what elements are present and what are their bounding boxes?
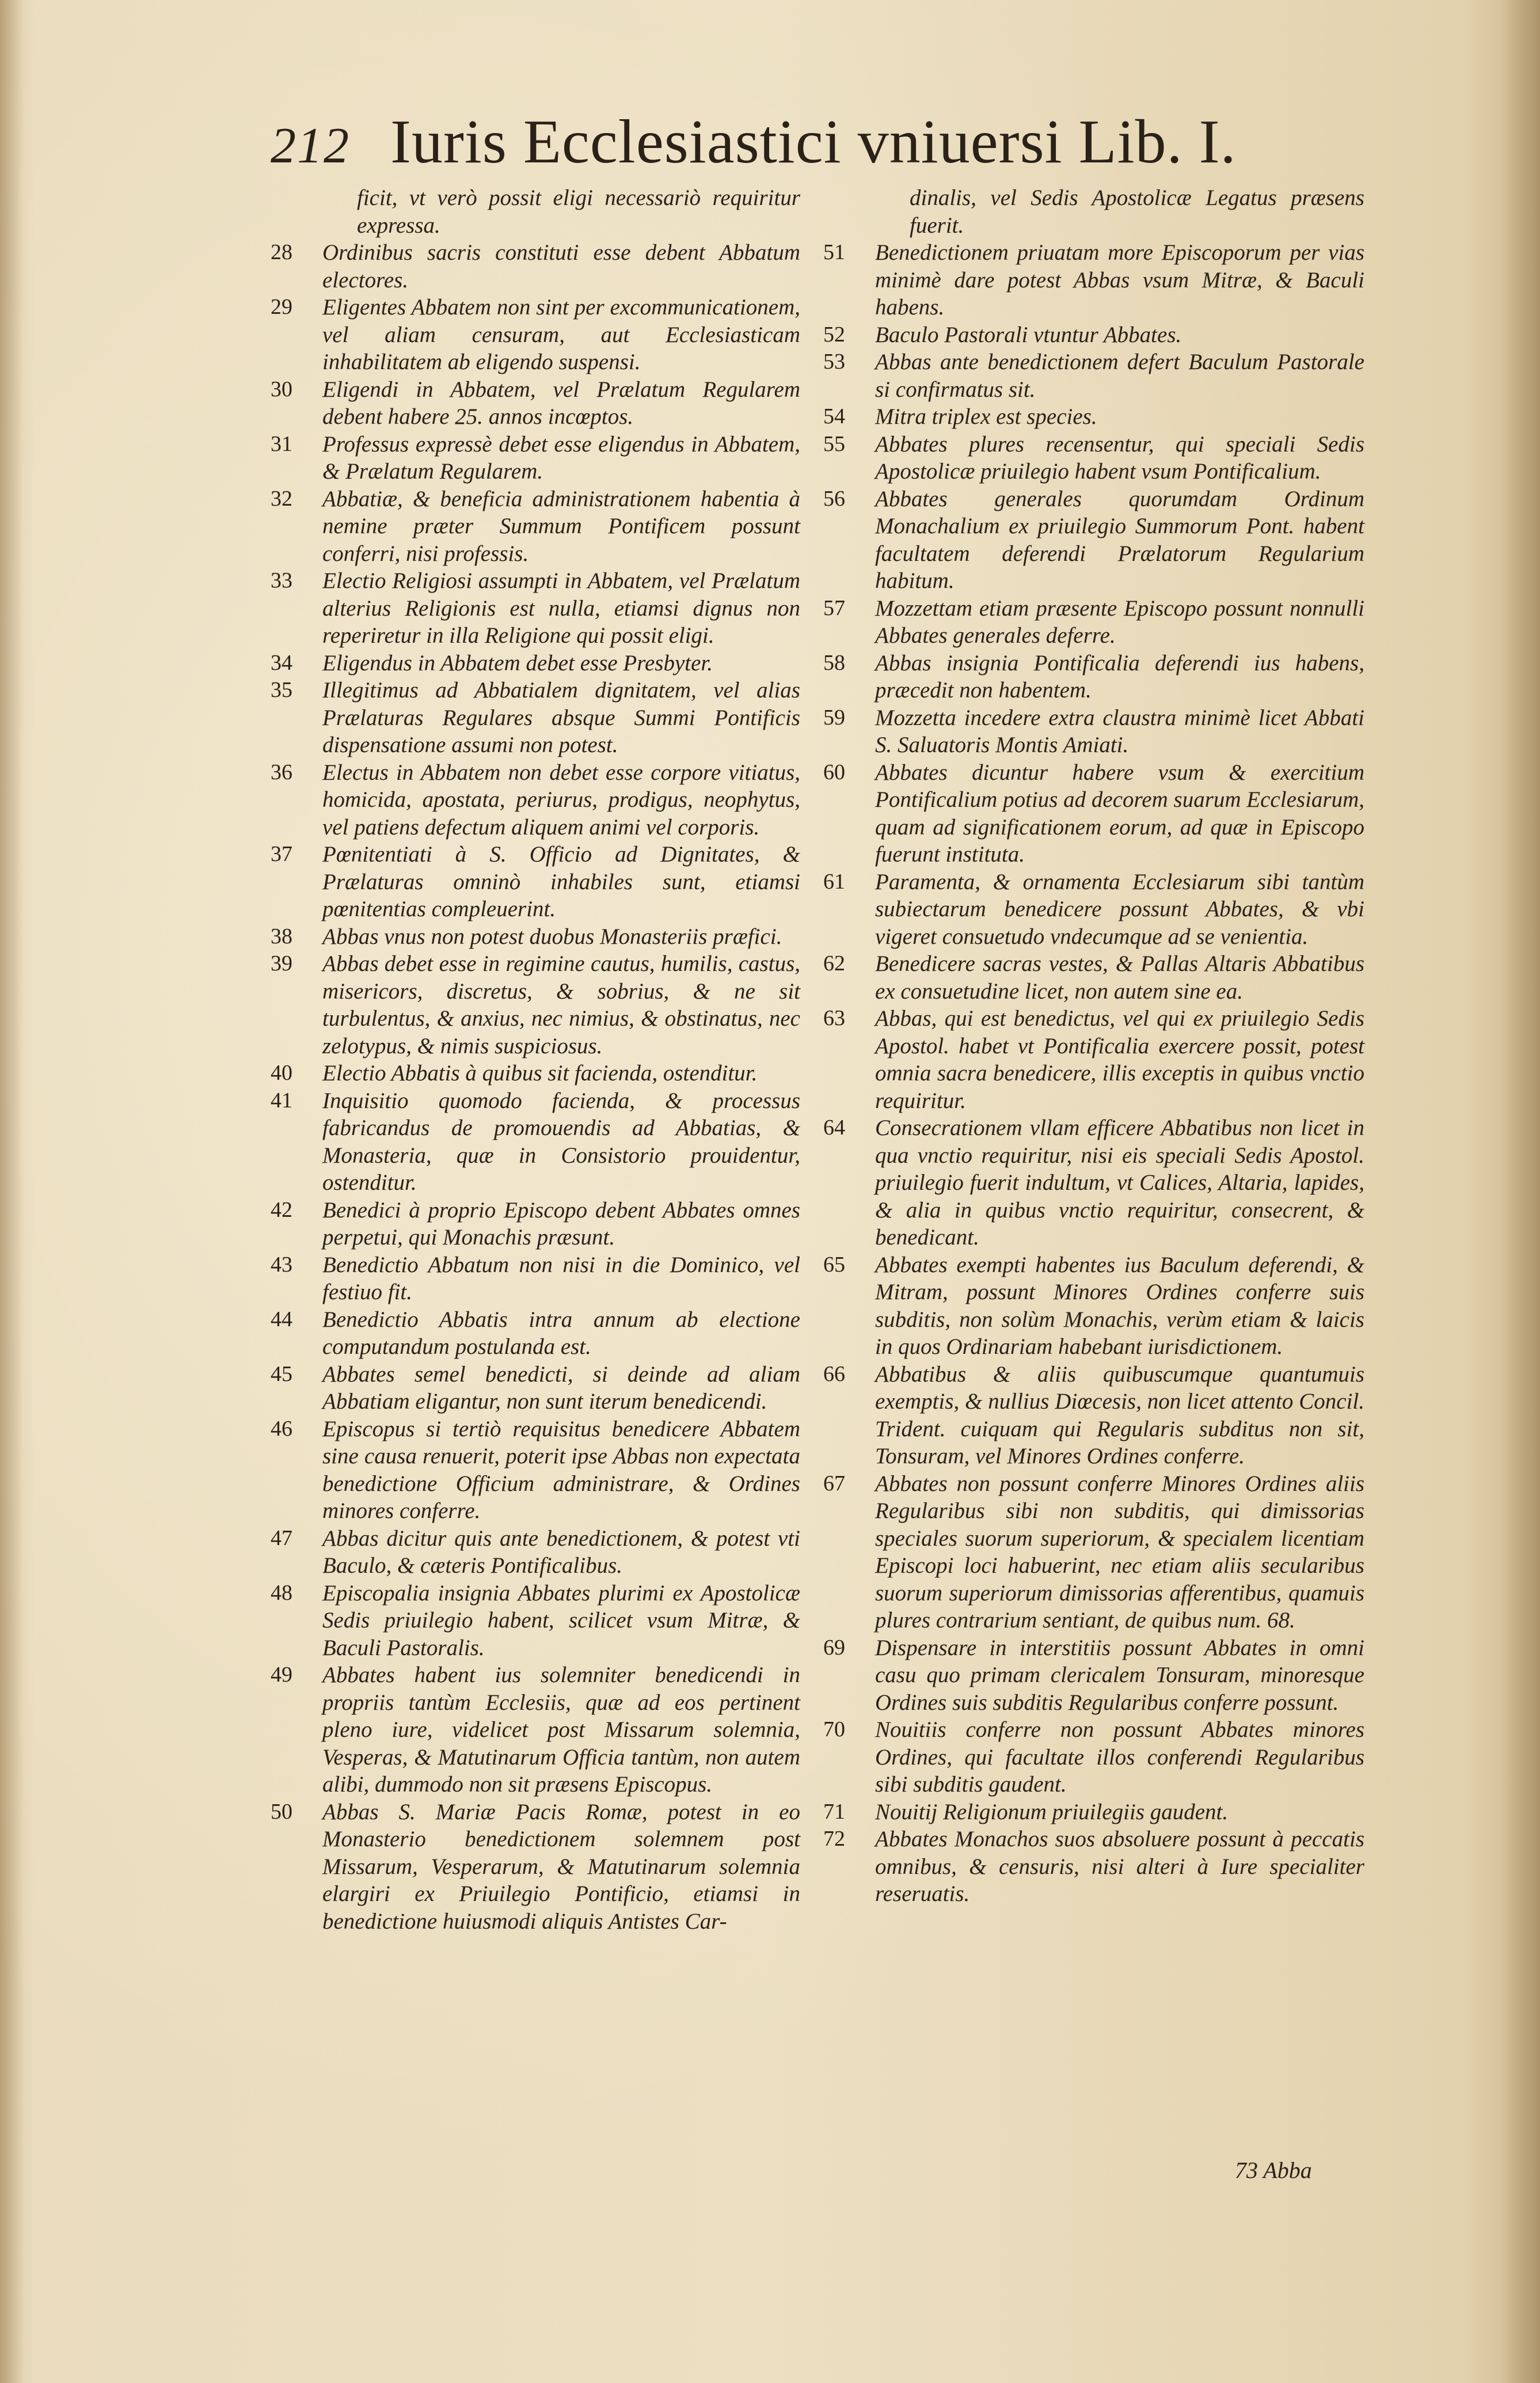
entry-text: Nouitij Religionum priuilegiis gaudent. bbox=[875, 1799, 1229, 1824]
entry-number: 69 bbox=[823, 1635, 845, 1660]
entry-number: 42 bbox=[271, 1197, 292, 1222]
entry-number: 38 bbox=[271, 924, 292, 948]
entry-text: Ordinibus sacris constituti esse debent Abbatum electores. bbox=[322, 240, 800, 293]
entry-text: Illegitimus ad Abbatialem dignitatem, vel alias Prælaturas Regulares absque Summi Pontificis dispensatione assumi non potest. bbox=[322, 678, 800, 757]
index-entry bbox=[271, 1060, 800, 1087]
entry-number: 33 bbox=[271, 568, 292, 593]
index-entry bbox=[823, 1470, 1364, 1634]
entry-number: 48 bbox=[271, 1580, 292, 1605]
entry-text: Abbates exempti habentes ius Baculum deferendi, & Mitram, possunt Minores Ordines conferre suis subditis, non solùm Monachis, verùm etiam & laicis in quos Ordinariam habebant iurisdictionem. bbox=[875, 1252, 1364, 1359]
entry-text: Abbates semel benedicti, si deinde ad aliam Abbatiam eligantur, non sunt iterum benedicendi. bbox=[322, 1361, 800, 1414]
entry-number: 36 bbox=[271, 760, 292, 784]
index-entry bbox=[271, 1251, 800, 1306]
index-entry bbox=[271, 184, 800, 239]
entry-text: Benedicere sacras vestes, & Pallas Altaris Abbatibus ex consuetudine licet, non autem sine ea. bbox=[875, 951, 1364, 1004]
entry-text: Benedictio Abbatum non nisi in die Dominico, vel festiuo fit. bbox=[322, 1252, 800, 1304]
entry-text: Dispensare in interstitiis possunt Abbates in omni casu quo primam clericalem Tonsuram, minoresque Ordines suis subditis Regularibus conferre possunt. bbox=[875, 1635, 1364, 1715]
entry-number: 51 bbox=[823, 240, 845, 264]
page-header bbox=[271, 107, 1364, 193]
index-entry bbox=[823, 485, 1364, 595]
entry-text: Eligentes Abbatem non sint per excommunicationem, vel aliam censuram, aut Ecclesiasticam inhabilitatem ab eligendo suspensi. bbox=[322, 295, 800, 374]
index-entry bbox=[271, 1197, 800, 1251]
index-entry bbox=[271, 677, 800, 759]
index-entry bbox=[271, 1525, 800, 1580]
index-entry bbox=[823, 403, 1364, 431]
entry-text: Abbates Monachos suos absoluere possunt à peccatis omnibus, & censuris, nisi alteri à Iure specialiter reseruatis. bbox=[875, 1827, 1364, 1906]
entry-number: 35 bbox=[271, 678, 292, 702]
entry-number: 67 bbox=[823, 1471, 845, 1496]
entry-number: 46 bbox=[271, 1416, 292, 1441]
entry-number: 57 bbox=[823, 595, 845, 620]
entry-text: Eligendus in Abbatem debet esse Presbyter. bbox=[322, 650, 713, 676]
index-entry bbox=[823, 431, 1364, 485]
entry-number: 32 bbox=[271, 486, 292, 511]
index-entry bbox=[823, 239, 1364, 321]
index-entry bbox=[271, 376, 800, 431]
index-entry bbox=[271, 1087, 800, 1197]
entry-number: 39 bbox=[271, 951, 292, 976]
entry-number: 63 bbox=[823, 1006, 845, 1030]
entry-number: 47 bbox=[271, 1526, 292, 1550]
index-entry bbox=[823, 650, 1364, 704]
entry-text: Mozzettam etiam præsente Episcopo possunt nonnulli Abbates generales deferre. bbox=[875, 595, 1364, 648]
entry-number: 49 bbox=[271, 1663, 292, 1687]
entry-number: 34 bbox=[271, 650, 292, 675]
entry-text: Benedictio Abbatis intra annum ab electione computandum postulanda est. bbox=[322, 1307, 800, 1359]
entry-number: 44 bbox=[271, 1307, 292, 1331]
index-entry bbox=[823, 1716, 1364, 1798]
index-entry bbox=[271, 650, 800, 677]
entry-number: 60 bbox=[823, 760, 845, 784]
index-entry bbox=[271, 294, 800, 376]
index-entry bbox=[823, 868, 1364, 951]
index-entry bbox=[823, 1114, 1364, 1251]
index-entry bbox=[271, 759, 800, 841]
entry-text: Electio Abbatis à quibus sit facienda, ostenditur. bbox=[322, 1061, 758, 1086]
entry-text: Mitra triplex est species. bbox=[875, 404, 1097, 429]
entry-number: 53 bbox=[823, 350, 845, 374]
entry-text: Abbatibus & aliis quibuscumque quantumuis exemptis, & nullius Diœcesis, non licet attento Concil. Trident. cuiquam qui Regularis subditus non sit, Tonsuram, vel Minores Ordines conferre. bbox=[875, 1361, 1364, 1468]
entry-text: Episcopus si tertiò requisitus benedicere Abbatem sine causa renuerit, poterit ipse Abbas non expectata benedictione Officium administrare, & Ordines minores conferre. bbox=[322, 1416, 800, 1523]
entry-number: 65 bbox=[823, 1252, 845, 1277]
entry-number: 58 bbox=[823, 650, 845, 675]
entry-text: Abbas debet esse in regimine cautus, humilis, castus, misericors, discretus, & sobrius, & ne sit turbulentus, & anxius, nec nimius, & obstinatus, nec zelotypus, & nimis suspiciosus. bbox=[322, 951, 800, 1058]
index-entry bbox=[271, 1361, 800, 1416]
entry-text: Abbatiæ, & beneficia administrationem habentia à nemine præter Summum Pontificem possunt conferri, nisi professis. bbox=[322, 486, 800, 566]
entry-text: Abbates plures recensentur, qui speciali Sedis Apostolicæ priuilegio habent vsum Pontificalium. bbox=[875, 431, 1364, 484]
index-entry bbox=[823, 1251, 1364, 1361]
index-entry bbox=[823, 321, 1364, 349]
entry-number: 72 bbox=[823, 1827, 845, 1851]
entry-number: 61 bbox=[823, 869, 845, 894]
entry-number: 70 bbox=[823, 1717, 845, 1741]
entry-text: Pœnitentiati à S. Officio ad Dignitates, & Prælaturas omninò inhabiles sunt, etiamsi pœnitentias compleuerint. bbox=[322, 842, 800, 921]
entry-text: Electus in Abbatem non debet esse corpore vitiatus, homicida, apostata, periurus, prodigus, neophytus, vel patiens defectum aliquem animi vel corporis. bbox=[322, 760, 800, 840]
page-edge-shadow bbox=[1500, 0, 1540, 2383]
index-entry bbox=[823, 348, 1364, 403]
entry-number: 50 bbox=[271, 1799, 292, 1824]
index-entry bbox=[271, 1306, 800, 1361]
index-entry bbox=[823, 1005, 1364, 1114]
entry-text: Baculo Pastorali vtuntur Abbates. bbox=[875, 322, 1182, 347]
index-entry bbox=[823, 595, 1364, 650]
left-column bbox=[271, 184, 800, 1935]
entry-text: Abbates non possunt conferre Minores Ordines aliis Regularibus sibi non subditis, qui dimissorias speciales suorum superiorum, & specialem licentiam Episcopi loci habuerint, nec etiam aliis secularibus suorum superiorum dimissorias afferentibus, quamuis plures contrarium sentiant, de quibus num. 68. bbox=[875, 1471, 1364, 1633]
index-entry bbox=[823, 759, 1364, 868]
entry-text: Abbates dicuntur habere vsum & exercitium Pontificalium potius ad decorem suarum Ecclesiarum, quam ad significationem eorum, ad quæ in Episcopo fuerunt instituta. bbox=[875, 760, 1364, 867]
entry-number: 66 bbox=[823, 1361, 845, 1386]
index-entry bbox=[271, 950, 800, 1060]
entry-number: 59 bbox=[823, 705, 845, 730]
entry-text: Mozzetta incedere extra claustra minimè licet Abbati S. Saluatoris Montis Amiati. bbox=[875, 705, 1364, 757]
entry-text: Benedici à proprio Episcopo debent Abbates omnes perpetui, qui Monachis præsunt. bbox=[322, 1197, 800, 1250]
entry-number: 64 bbox=[823, 1115, 845, 1140]
index-entry bbox=[271, 485, 800, 568]
index-entry bbox=[823, 1634, 1364, 1717]
index-entry bbox=[271, 1798, 800, 1936]
index-entry bbox=[271, 431, 800, 485]
entry-number: 30 bbox=[271, 377, 292, 401]
entry-number: 56 bbox=[823, 486, 845, 511]
page-number: 212 bbox=[271, 118, 350, 174]
entry-text: Inquisitio quomodo facienda, & processus fabricandus de promouendis ad Abbatias, & Monasteria, quæ in Consistorio prouidentur, ostenditur. bbox=[322, 1088, 800, 1195]
entry-text: Abbas, qui est benedictus, vel qui ex priuilegio Sedis Apostol. habet vt Pontificalia exercere possit, potest omnia sacra benedicere, illis exceptis in quibus vnctio requiritur. bbox=[875, 1006, 1364, 1113]
index-entry bbox=[271, 841, 800, 923]
index-entry bbox=[823, 704, 1364, 759]
entry-number: 43 bbox=[271, 1252, 292, 1277]
index-entry bbox=[823, 1798, 1364, 1826]
entry-number: 71 bbox=[823, 1799, 845, 1824]
entry-text: Nouitiis conferre non possunt Abbates minores Ordines, qui facultate illos conferendi Regularibus sibi subditis gaudent. bbox=[875, 1717, 1364, 1797]
entry-number: 41 bbox=[271, 1088, 292, 1113]
entry-number: 29 bbox=[271, 295, 292, 319]
entry-text: Abbates habent ius solemniter benedicendi in propriis tantùm Ecclesiis, quæ ad eos pertinent pleno iure, videlicet post Missarum solemnia, Vesperas, & Matutinarum Officia tantùm, non autem alibi, dummodo non sit præsens Episcopus. bbox=[322, 1663, 800, 1797]
entry-text: Abbas insignia Pontificalia deferendi ius habens, præcedit non habentem. bbox=[875, 650, 1364, 703]
entry-text: Abbas vnus non potest duobus Monasteriis præfici. bbox=[322, 924, 782, 949]
index-entry bbox=[271, 1661, 800, 1798]
entry-text: Episcopalia insignia Abbates plurimi ex Apostolicæ Sedis priuilegio habent, scilicet vsum Mitræ, & Baculi Pastoralis. bbox=[322, 1580, 800, 1660]
index-entry bbox=[271, 1416, 800, 1525]
entry-text: Paramenta, & ornamenta Ecclesiarum sibi tantùm subiectarum benedicere possunt Abbates, & vbi vigeret consuetudo vndecumque ad se venientia. bbox=[875, 869, 1364, 949]
index-entry bbox=[823, 184, 1364, 239]
right-column bbox=[823, 184, 1364, 1908]
entry-number: 54 bbox=[823, 404, 845, 428]
index-entry bbox=[823, 1361, 1364, 1470]
entry-text: Abbas ante benedictionem defert Baculum Pastorale si confirmatus sit. bbox=[875, 350, 1364, 402]
entry-text: Abbas dicitur quis ante benedictionem, & potest vti Baculo, & cæteris Pontificalibus. bbox=[322, 1526, 800, 1578]
entry-text: Benedictionem priuatam more Episcoporum per vias minimè dare potest Abbas vsum Mitræ, & Baculi habens. bbox=[875, 240, 1364, 320]
entry-number: 45 bbox=[271, 1361, 292, 1386]
entry-text: Electio Religiosi assumpti in Abbatem, vel Prælatum alterius Religionis est nulla, etiamsi dignus non reperiretur in illa Religione qui possit eligi. bbox=[322, 568, 800, 648]
index-entry bbox=[271, 567, 800, 650]
index-entry bbox=[271, 239, 800, 294]
entry-text: Abbas S. Mariæ Pacis Romæ, potest in eo Monasterio benedictionem solemnem post Missarum, Vesperarum, & Matutinarum solemnia elargiri ex Priuilegio Pontificio, etiamsi in benedictione huiusmodi aliquis Antistes Car- bbox=[322, 1799, 800, 1934]
entry-text: Eligendi in Abbatem, vel Prælatum Regularem debent habere 25. annos incœptos. bbox=[322, 377, 800, 429]
entry-number: 37 bbox=[271, 842, 292, 866]
entry-text: Consecrationem vllam efficere Abbatibus non licet in qua vnctio requiritur, nisi eis speciali Sedis Apostol. priuilegio fuerit indultum, vt Calices, Altaria, lapides, & alia in quibus vnctio requiritur, consecrent, & benedicant. bbox=[875, 1115, 1364, 1250]
entry-text: Abbates generales quorumdam Ordinum Monachalium ex priuilegio Summorum Pont. habent facultatem deferendi Prælatorum Regularium habitum. bbox=[875, 486, 1364, 593]
index-entry bbox=[271, 923, 800, 951]
entry-number: 55 bbox=[823, 431, 845, 456]
entry-number: 52 bbox=[823, 322, 845, 347]
index-entry bbox=[823, 950, 1364, 1005]
page-edge-shadow bbox=[0, 0, 23, 2383]
entry-number: 62 bbox=[823, 951, 845, 976]
entry-text: ficit, vt verò possit eligi necessariò requiritur expressa. bbox=[357, 185, 800, 238]
index-entry bbox=[823, 1826, 1364, 1908]
entry-text: Professus expressè debet esse eligendus in Abbatem, & Prælatum Regularem. bbox=[322, 431, 800, 484]
entry-number: 31 bbox=[271, 431, 292, 456]
entry-text: dinalis, vel Sedis Apostolicæ Legatus præsens fuerit. bbox=[910, 185, 1364, 238]
index-entry bbox=[271, 1580, 800, 1662]
entry-number: 40 bbox=[271, 1061, 292, 1085]
catchword: 73 Abba bbox=[1235, 2157, 1312, 2183]
entry-number: 28 bbox=[271, 240, 292, 264]
running-title: Iuris Ecclesiastici vniuersi Lib. I. bbox=[390, 108, 1237, 176]
